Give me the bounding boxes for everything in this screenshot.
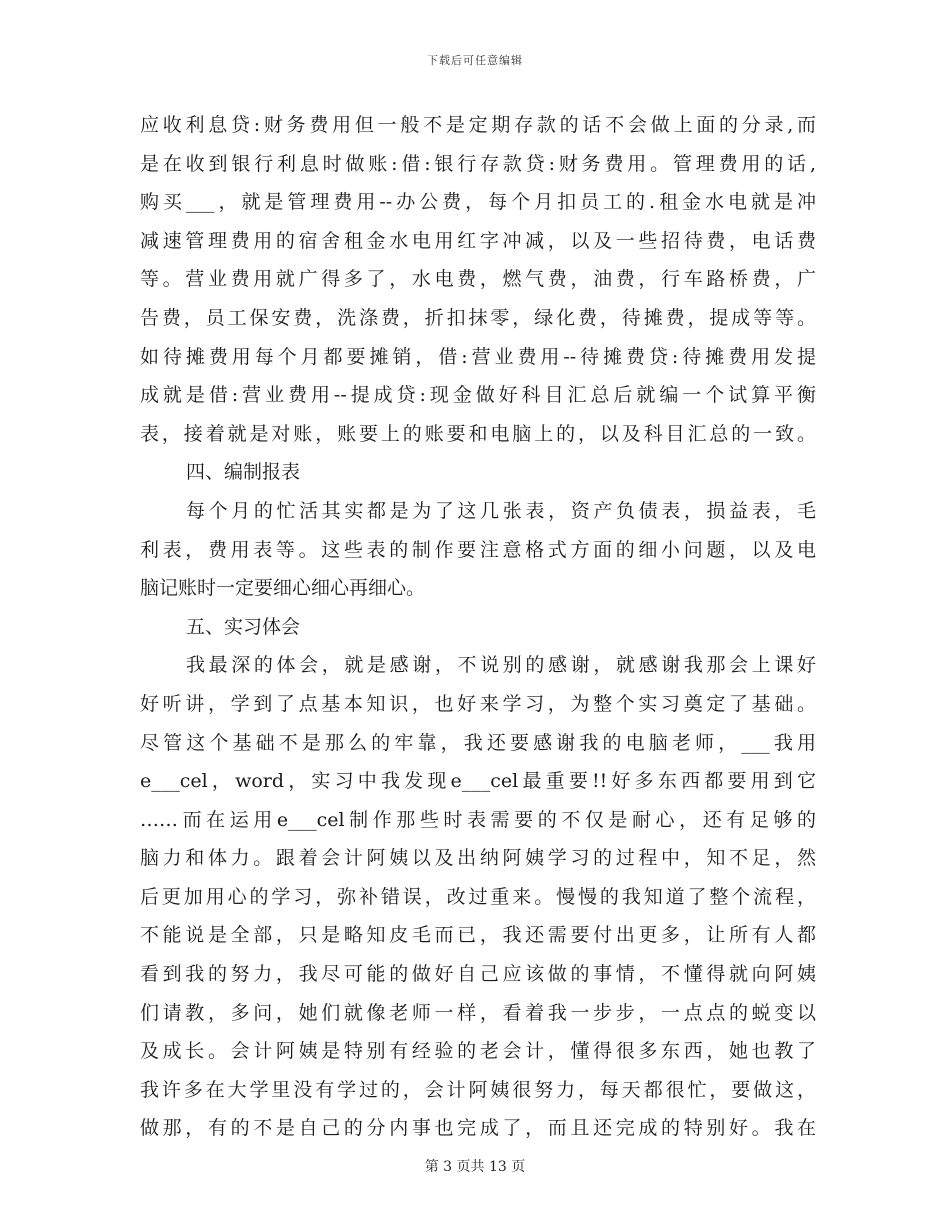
text-line: 我许多在大学里没有学过的，会计阿姨很努力，每天都很忙，要做这， xyxy=(140,1078,816,1101)
text-line: 应收利息贷:财务费用但一般不是定期存款的话不会做上面的分录,而 xyxy=(140,114,816,136)
text-line: 我最深的体会，就是感谢，不说别的感谢，就感谢我那会上课好 xyxy=(186,654,816,677)
text-line: 等。营业费用就广得多了，水电费，燃气费，油费，行车路桥费，广 xyxy=(140,268,816,291)
text-line: 表，接着就是对账，账要上的账要和电脑上的，以及科目汇总的一致。 xyxy=(140,422,816,445)
text-line: 减速管理费用的宿舍租金水电用红字冲减，以及一些招待费，电话费 xyxy=(140,229,816,252)
text-line: 成就是借:营业费用--提成贷:现金做好科目汇总后就编一个试算平衡 xyxy=(140,384,816,407)
page-number: 第 3 页共 13 页 xyxy=(424,1159,526,1175)
text-line: 后更加用心的学习，弥补错误，改过重来。慢慢的我知道了整个流程， xyxy=(140,885,816,908)
document-body xyxy=(140,106,816,1148)
text-line: 好听讲，学到了点基本知识，也好来学习，为整个实习奠定了基础。 xyxy=(140,692,816,715)
text-line: 不能说是全部，只是略知皮毛而已，我还需要付出更多，让所有人都 xyxy=(140,924,816,947)
text-line: ……而在运用e___cel制作那些时表需要的不仅是耐心，还有足够的 xyxy=(140,808,816,831)
text-line: 购买___，就是管理费用--办公费，每个月扣员工的.租金水电就是冲 xyxy=(140,191,816,214)
text-line: 每个月的忙活其实都是为了这几张表，资产负债表，损益表，毛 xyxy=(186,499,816,522)
text-line: 脑力和体力。跟着会计阿姨以及出纳阿姨学习的过程中，知不足，然 xyxy=(140,847,816,870)
text-line: 如待摊费用每个月都要摊销，借:营业费用--待摊费贷:待摊费用发提 xyxy=(140,345,816,368)
text-line: 尽管这个基础不是那么的牢靠，我还要感谢我的电脑老师，___我用 xyxy=(140,731,816,754)
text-line: 脑记账时一定要细心细心再细心。 xyxy=(140,577,426,600)
text-line: 是在收到银行利息时做账:借:银行存款贷:财务费用。管理费用的话, xyxy=(140,152,816,175)
text-line: 利表，费用表等。这些表的制作要注意格式方面的细小问题，以及电 xyxy=(140,538,816,561)
text-line: 做那，有的不是自己的分内事也完成了，而且还完成的特别好。我在 xyxy=(140,1117,816,1140)
text-line: 告费，员工保安费，洗涤费，折扣抹零，绿化费，待摊费，提成等等。 xyxy=(140,306,816,329)
text-line: 看到我的努力，我尽可能的做好自己应该做的事情，不懂得就向阿姨 xyxy=(140,963,816,986)
section-heading: 四、编制报表 xyxy=(186,461,301,484)
page-header: 下载后可任意编辑 xyxy=(427,54,523,67)
section-heading: 五、实习体会 xyxy=(186,615,301,638)
text-line: 们请教，多问，她们就像老师一样，看着我一步步，一点点的蜕变以 xyxy=(140,1001,816,1024)
text-line: 及成长。会计阿姨是特别有经验的老会计，懂得很多东西，她也教了 xyxy=(140,1040,816,1063)
text-line: e___cel，word，实习中我发现e___cel最重要!!好多东西都要用到它 xyxy=(140,770,816,793)
